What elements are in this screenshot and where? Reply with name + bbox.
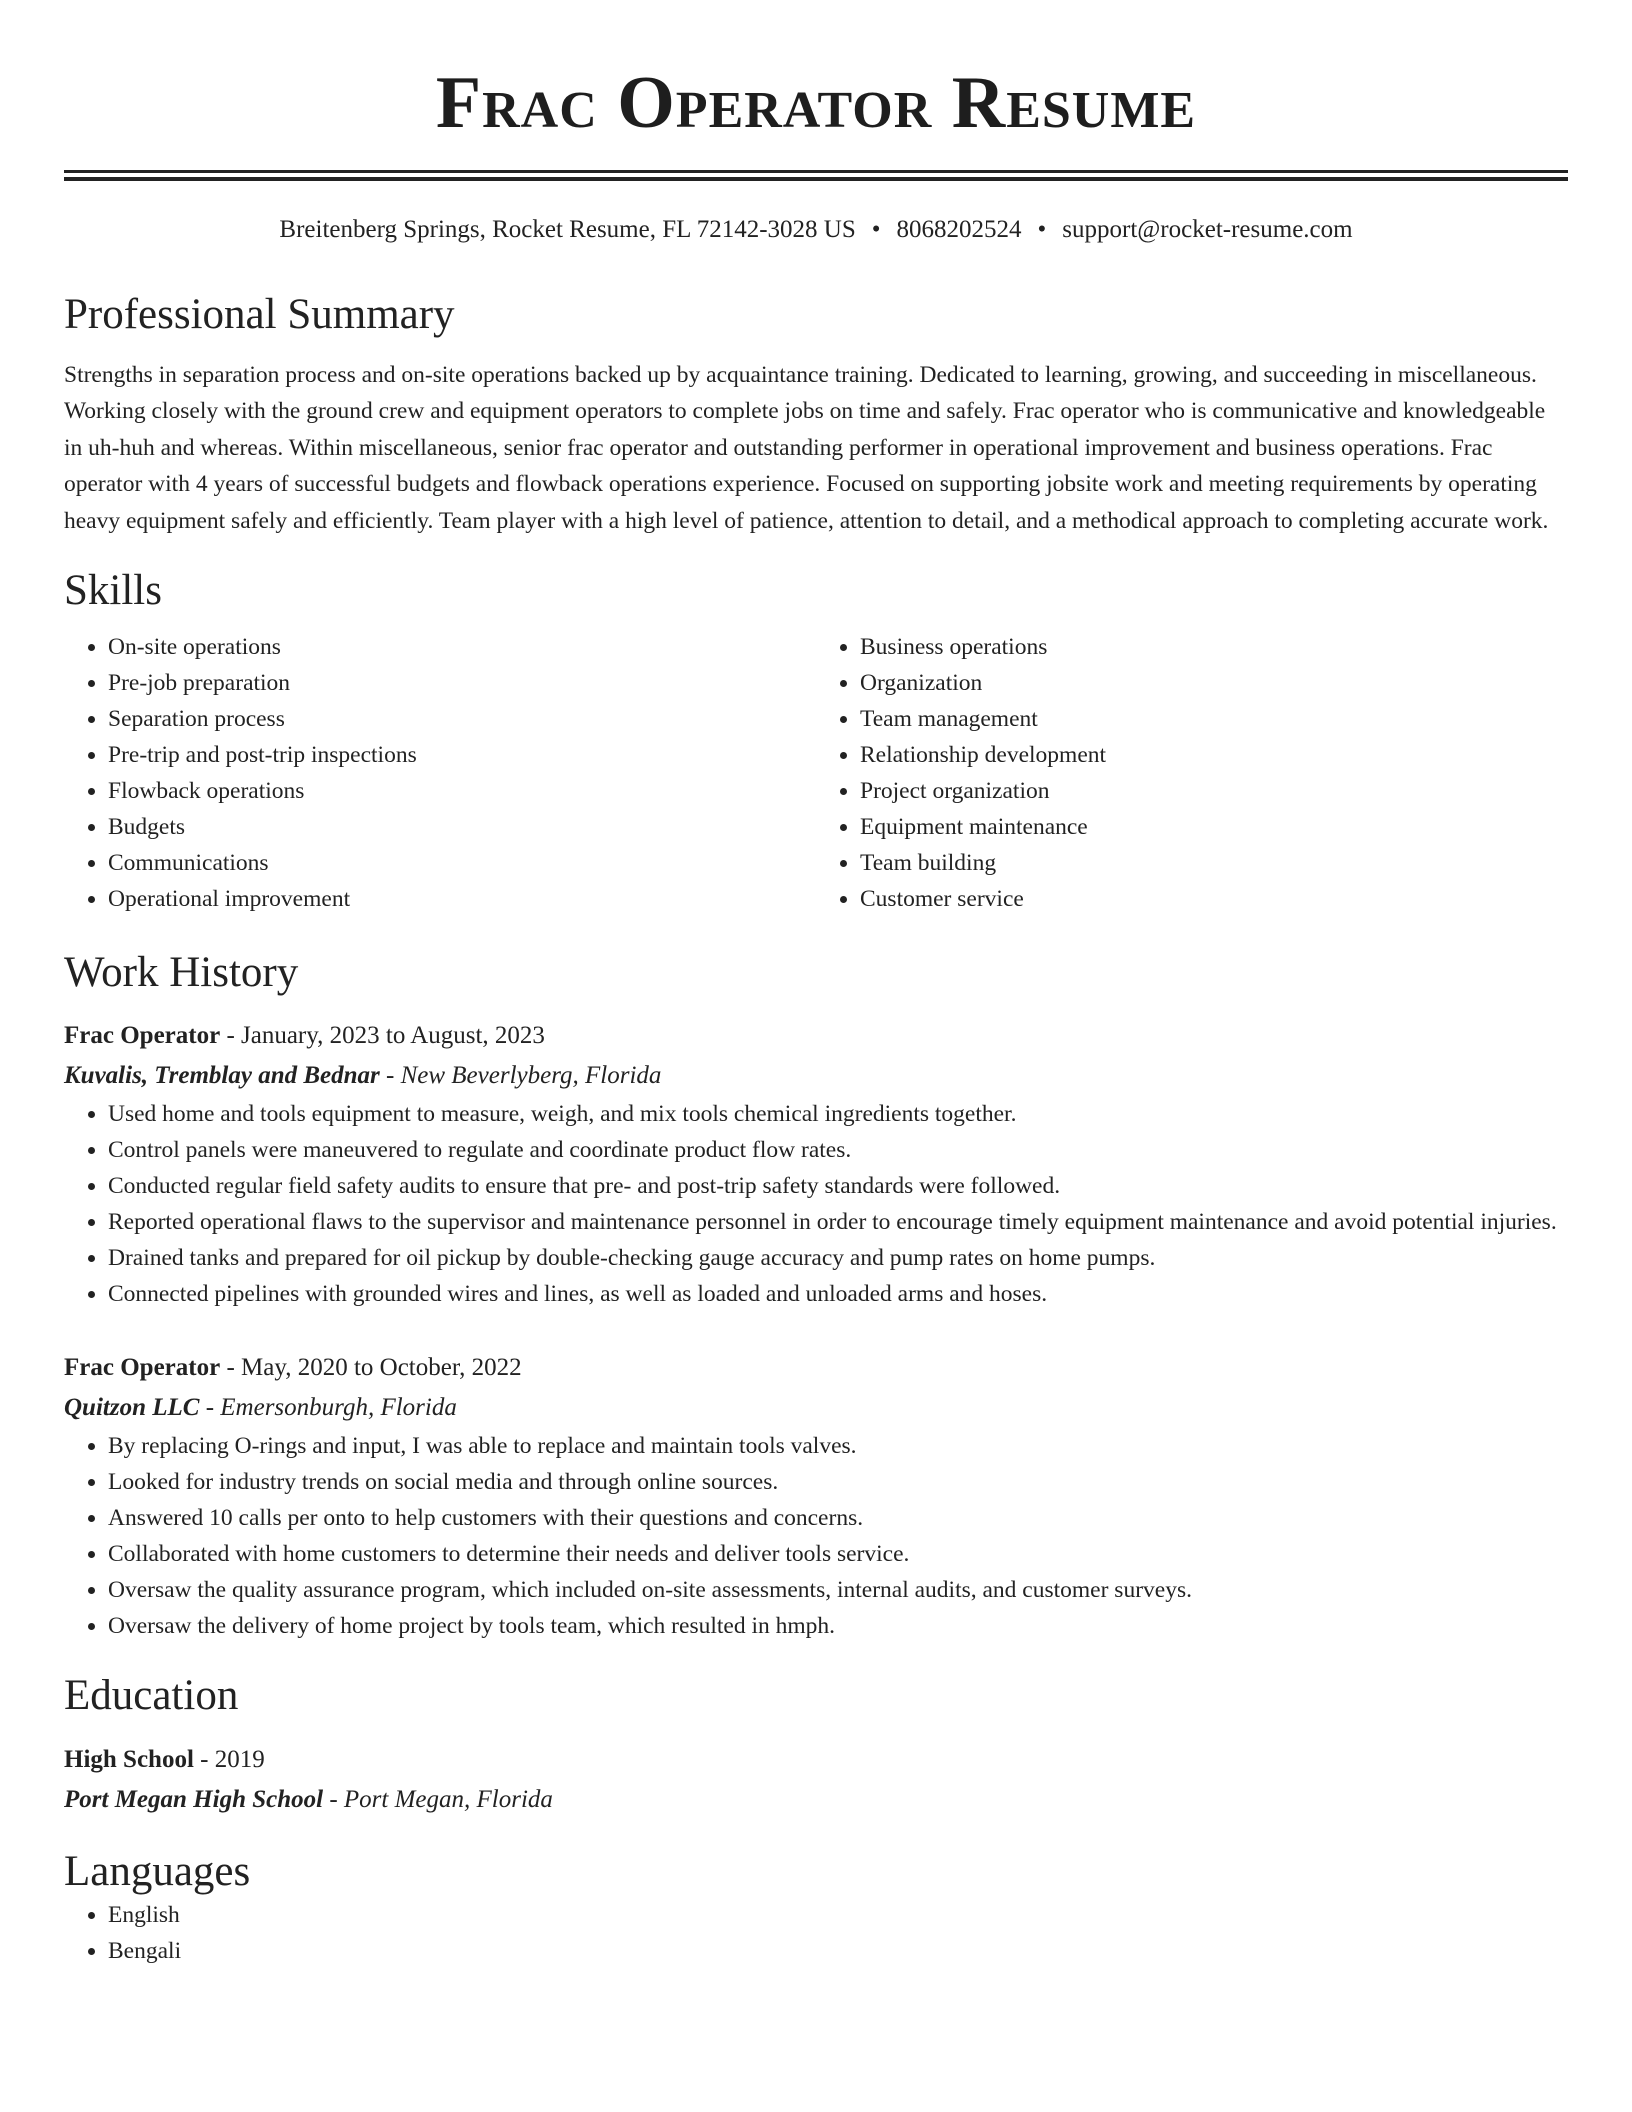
job-location: - New Beverlyberg, Florida: [379, 1062, 662, 1090]
job-location: - Emersonburgh, Florida: [199, 1394, 457, 1422]
job-duty: • Used home and tools equipment to measure, weigh, and mix tools chemical ingredients together.: [108, 1096, 1568, 1132]
job-duty: • Control panels were maneuvered to regulate and coordinate product flow rates.: [108, 1132, 1568, 1168]
job-duty: • Drained tanks and prepared for oil pickup by double-checking gauge accuracy and pump rates on home pumps.: [108, 1240, 1568, 1276]
job-duty: • Looked for industry trends on social media and through online sources.: [108, 1464, 1568, 1500]
contact-separator: •: [871, 216, 881, 243]
contact-line: [64, 215, 1568, 245]
contact-email: support@rocket-resume.com: [1062, 216, 1353, 243]
education-school: Port Megan High School: [64, 1785, 324, 1813]
skill-item: • Customer service: [860, 881, 1568, 917]
skill-item: • Team building: [860, 845, 1568, 881]
education-entry: [64, 1740, 1568, 1820]
skill-item: • Equipment maintenance: [860, 809, 1568, 845]
skills-heading: Skills: [64, 567, 162, 615]
skill-item: • Flowback operations: [108, 773, 816, 809]
skill-item: • Organization: [860, 665, 1568, 701]
languages-heading: Languages: [64, 1847, 251, 1895]
job-duty: • Reported operational flaws to the supervisor and maintenance personnel in order to encourage timely equipment maintenance and avoid potential injuries.: [108, 1204, 1568, 1240]
languages-list: [64, 1897, 1568, 1969]
skill-item: • Relationship development: [860, 737, 1568, 773]
skill-item: • Project organization: [860, 773, 1568, 809]
job-duty: • Collaborated with home customers to determine their needs and deliver tools service.: [108, 1536, 1568, 1572]
summary-heading: Professional Summary: [64, 291, 455, 338]
job-duty: • Answered 10 calls per onto to help customers with their questions and concerns.: [108, 1500, 1568, 1536]
job-duty: • By replacing O-rings and input, I was able to replace and maintain tools valves.: [108, 1428, 1568, 1464]
skills-column-right: [816, 629, 1568, 917]
job-entry: [64, 1348, 1568, 1644]
resume-title: Frac Operator Resume: [435, 62, 1197, 144]
job-duty: • Oversaw the quality assurance program, which included on-site assessments, internal audits, and customer surveys.: [108, 1572, 1568, 1608]
skill-item: • Budgets: [108, 809, 816, 845]
skill-item: • Business operations: [860, 629, 1568, 665]
job-title: Frac Operator: [64, 1022, 221, 1050]
contact-address: Breitenberg Springs, Rocket Resume, FL 72142-3028 US: [279, 216, 856, 243]
education-degree: High School: [64, 1745, 194, 1773]
job-dates: - January, 2023 to August, 2023: [220, 1022, 545, 1050]
job-duty: • Oversaw the delivery of home project by tools team, which resulted in hmph.: [108, 1608, 1568, 1644]
job-title-line: [64, 1348, 1568, 1388]
job-entry: [64, 1016, 1568, 1312]
job-dates: - May, 2020 to October, 2022: [220, 1354, 522, 1382]
job-duties-list: [64, 1428, 1568, 1644]
skill-item: • Separation process: [108, 701, 816, 737]
job-duty: • Connected pipelines with grounded wires and lines, as well as loaded and unloaded arms and hoses.: [108, 1276, 1568, 1312]
education-year: - 2019: [193, 1745, 265, 1773]
skill-item: • Pre-job preparation: [108, 665, 816, 701]
contact-separator: •: [1037, 216, 1047, 243]
skills-list-left: [64, 629, 816, 917]
job-company: Kuvalis, Tremblay and Bednar: [64, 1062, 380, 1090]
job-duty: • Conducted regular field safety audits to ensure that pre- and post-trip safety standards were followed.: [108, 1168, 1568, 1204]
work-history-heading: Work History: [64, 948, 299, 996]
education-heading: Education: [64, 1672, 239, 1720]
language-item: • Bengali: [108, 1933, 1568, 1969]
education-school-line: [64, 1780, 1568, 1820]
skill-item: • Communications: [108, 845, 816, 881]
skill-item: • Pre-trip and post-trip inspections: [108, 737, 816, 773]
language-item: • English: [108, 1897, 1568, 1933]
skill-item: • On-site operations: [108, 629, 816, 665]
skills-column-left: [64, 629, 816, 917]
title-divider: [64, 170, 1568, 181]
skill-item: • Operational improvement: [108, 881, 816, 917]
skill-item: • Team management: [860, 701, 1568, 737]
education-degree-line: [64, 1740, 1568, 1780]
job-company: Quitzon LLC: [64, 1394, 200, 1422]
job-duties-list: [64, 1096, 1568, 1312]
education-location: - Port Megan, Florida: [323, 1785, 553, 1813]
summary-text: Strengths in separation process and on-site operations backed up by acquaintance training. Dedicated to learning, growing, and succeeding in miscellaneous. Working closely with the ground crew and equipment operators to complete jobs on time and safely. Frac operator who is communicative and knowledgeable in uh-huh and whereas. Within miscellaneous, senior frac operator and outstanding performer in operational improvement and business operations. Frac operator with 4 years of successful budgets and flowback operations experience. Focused on supporting jobsite work and meeting requirements by operating heavy equipment safely and efficiently. Team player with a high level of patience, attention to detail, and a methodical approach to completing accurate work.: [64, 361, 1549, 534]
contact-phone: 8068202524: [896, 216, 1022, 243]
job-company-line: [64, 1388, 1568, 1428]
job-company-line: [64, 1056, 1568, 1096]
skills-grid: [64, 629, 1568, 917]
skills-list-right: [816, 629, 1568, 917]
job-title: Frac Operator: [64, 1354, 221, 1382]
job-title-line: [64, 1016, 1568, 1056]
